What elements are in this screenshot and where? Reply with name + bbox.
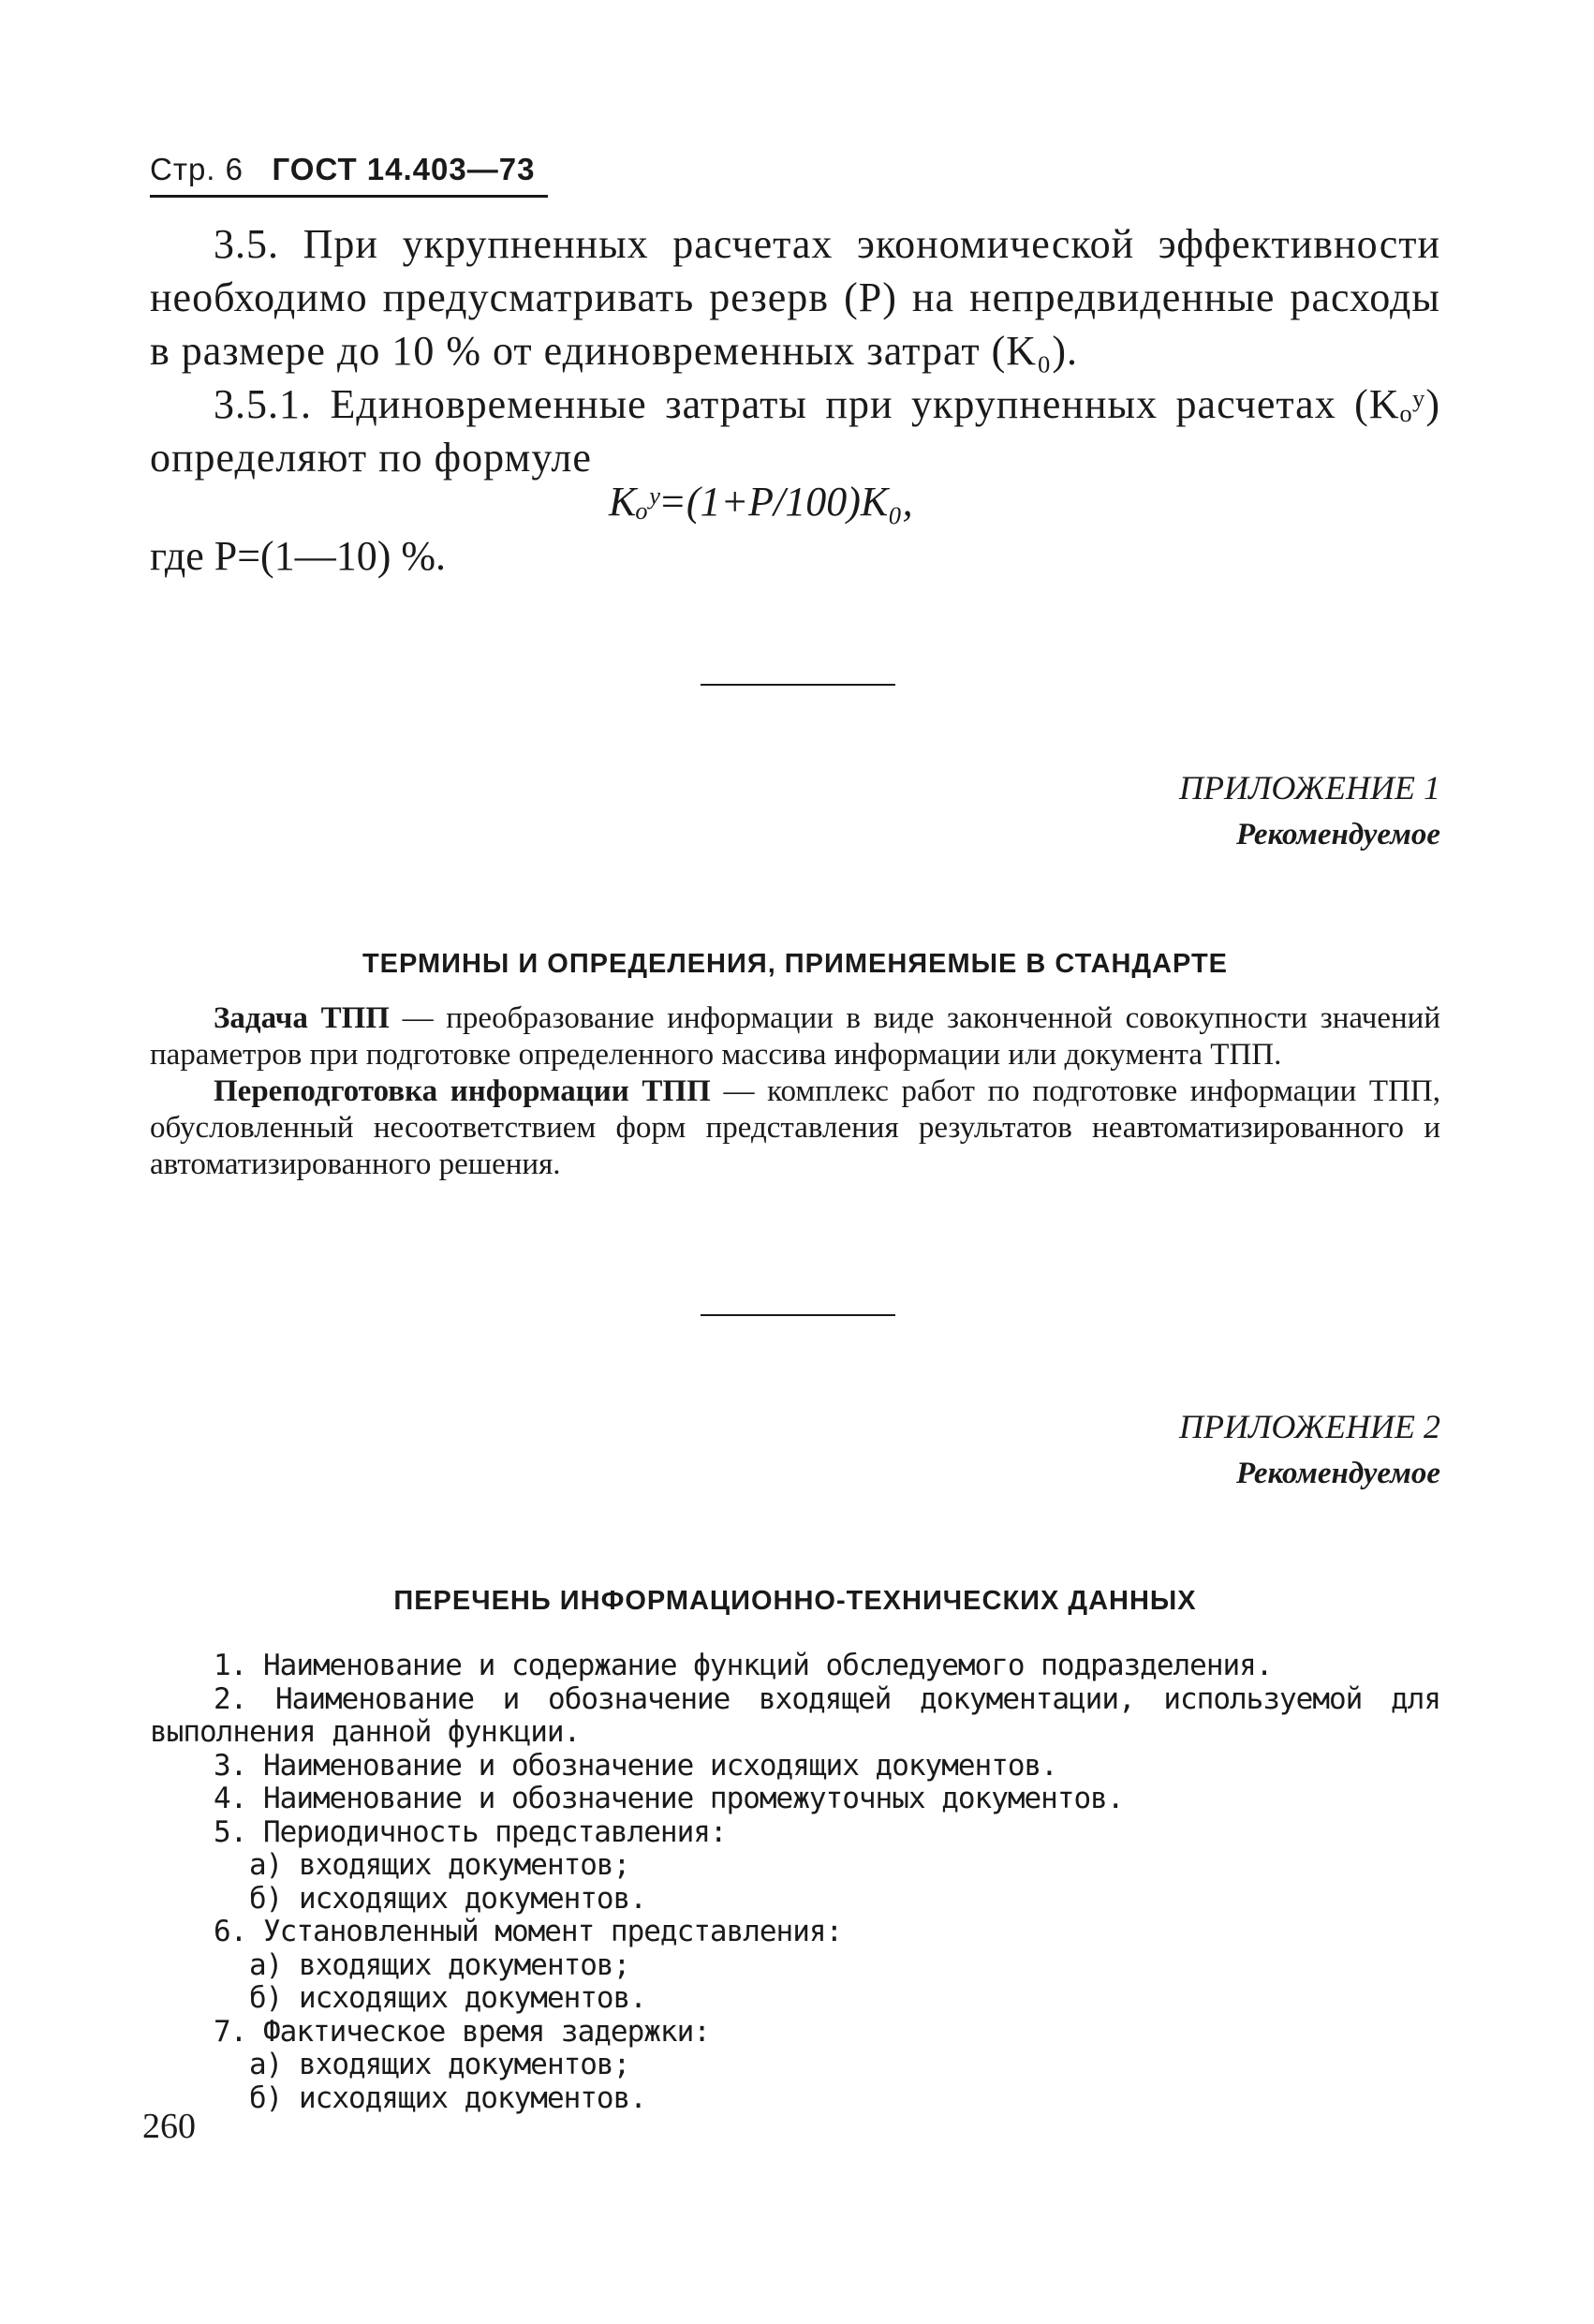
appendix-2-label [1179,1403,1440,1497]
list-item: 6. Установленный момент представления: [214,1915,843,1948]
list-item: 1. Наименование и содержание функций обследуемого подразделения. [214,1649,1273,1682]
page-number: 260 [142,2107,196,2146]
appendix-1-heading: ПРИЛОЖЕНИЕ 1 [1179,769,1440,807]
definition-term: Задача ТПП [214,1001,390,1035]
appendix-2-title: ПЕРЕЧЕНЬ ИНФОРМАЦИОННО-ТЕХНИЧЕСКИХ ДАННЫХ [393,1586,1197,1616]
definitions-list [150,1000,1440,1183]
paragraph-3-5-1: 3.5.1. Единовременные затраты при укрупненных расчетах (Kₒʸ) определяют по формуле [150,381,1440,481]
definition-item [150,1073,1440,1183]
header-rule [150,195,548,198]
intro-section [150,217,1440,484]
formula-where: где P=(1—10) %. [150,533,447,579]
list-subitem: а) входящих документов; [249,1848,630,1882]
appendix-1-status: Рекомендуемое [1235,818,1440,851]
list-item: 5. Периодичность представления: [214,1814,727,1849]
list-subitem: а) входящих документов; [249,2048,630,2081]
data-list [150,1650,1440,2115]
standard-number: ГОСТ 14.403—73 [272,152,536,186]
definition-term: Переподготовка информации ТПП [214,1074,711,1108]
list-item: 3. Наименование и обозначение исходящих документов. [214,1748,1057,1783]
definition-item [150,1000,1440,1073]
list-subitem: а) входящих документов; [249,1947,630,1982]
list-subitem: б) исходящих документов. [249,1981,646,2015]
separator-rule [701,684,895,686]
page-header [150,152,535,187]
appendix-1-title: ТЕРМИНЫ И ОПРЕДЕЛЕНИЯ, ПРИМЕНЯЕМЫЕ В СТАНДАРТЕ [362,949,1229,979]
separator-rule [701,1314,895,1316]
list-item: 2. Наименование и обозначение входящей документации, используемой для выполнения данной функции. [150,1681,1440,1749]
list-subitem: б) исходящих документов. [249,2080,646,2115]
appendix-2-heading: ПРИЛОЖЕНИЕ 2 [1179,1408,1440,1445]
definition-text: — преобразование информации в виде законченной совокупности значений параметров при подготовке определенного массива информации или документа ТПП. [150,1001,1440,1072]
appendix-1-label [1179,764,1440,858]
appendix-2-status: Рекомендуемое [1235,1457,1440,1490]
list-subitem: б) исходящих документов. [249,1881,646,1916]
formula: Kₒʸ=(1+P/100)K₀, [609,479,913,525]
list-item: 4. Наименование и обозначение промежуточных документов. [214,1782,1124,1815]
list-item: 7. Фактическое время задержки: [214,2014,710,2049]
paragraph-3-5: 3.5. При укрупненных расчетах экономической эффективности необходимо предусматривать резерв (P) на непредвиденные расходы в размере до 10 % от единовременных затрат (K₀). [150,221,1440,374]
definition-text: — комплекс работ по подготовке информации ТПП, обусловленный несоответствием форм представления результатов неавтоматизированного и автоматизированного решения. [150,1074,1441,1181]
page-label: Стр. 6 [150,152,244,186]
